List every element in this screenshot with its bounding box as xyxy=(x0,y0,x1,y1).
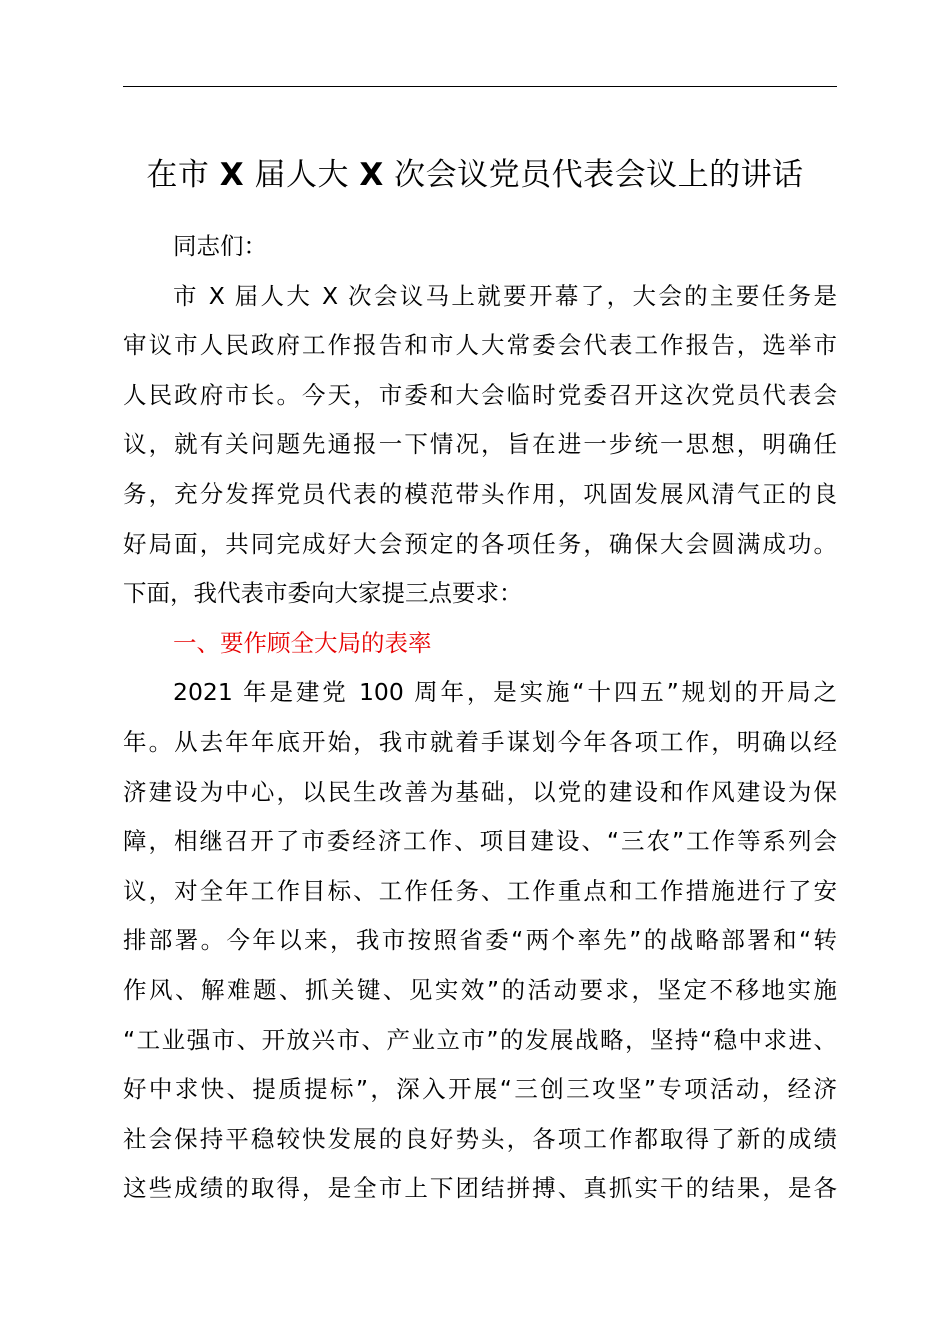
header-rule xyxy=(123,86,837,87)
paragraph-line: “工业强市、开放兴市、产业立市”的发展战略，坚持“稳中求进、 xyxy=(123,1025,837,1054)
title-part: X xyxy=(359,157,384,193)
title-part: X xyxy=(219,157,245,193)
paragraph-line: 2021 年是建党 100 周年，是实施“十四五”规划的开局之 xyxy=(173,678,837,707)
document-title xyxy=(100,148,850,202)
paragraph-line: 好中求快、提质提标”，深入开展“三创三攻坚”专项活动，经济 xyxy=(123,1075,837,1104)
paragraph-line: 人民政府市长。今天，市委和大会临时党委召开这次党员代表会 xyxy=(123,380,837,409)
paragraph-line: 社会保持平稳较快发展的良好势头，各项工作都取得了新的成绩 xyxy=(123,1124,837,1153)
paragraph-line: 审议市人民政府工作报告和市人大常委会代表工作报告，选举市 xyxy=(123,331,837,360)
title-part: 次会议党员代表会议上的讲话 xyxy=(383,157,804,193)
paragraph-line: 这些成绩的取得，是全市上下团结拼搏、真抓实干的结果，是各 xyxy=(123,1174,837,1203)
document-body xyxy=(123,222,837,1214)
paragraph-line: 好局面，共同完成好大会预定的各项任务，确保大会圆满成功。 xyxy=(123,529,837,558)
paragraph-line: 下面，我代表市委向大家提三点要求： xyxy=(123,579,523,608)
title-part: 届人大 xyxy=(244,157,360,193)
section-heading: 一、要作顾全大局的表率 xyxy=(173,628,432,657)
paragraph-line: 议，就有关问题先通报一下情况，旨在进一步统一思想，明确任 xyxy=(123,430,837,459)
paragraph-line: 济建设为中心，以民生改善为基础，以党的建设和作风建设为保 xyxy=(123,777,837,806)
paragraph-line: 议，对全年工作目标、工作任务、工作重点和工作措施进行了安 xyxy=(123,876,837,905)
paragraph-line: 年。从去年年底开始，我市就着手谋划今年各项工作，明确以经 xyxy=(123,727,837,756)
paragraph-line: 障，相继召开了市委经济工作、项目建设、“三农”工作等系列会 xyxy=(123,827,837,856)
salutation: 同志们： xyxy=(173,232,267,260)
paragraph-line: 务，充分发挥党员代表的模范带头作用，巩固发展风清气正的良 xyxy=(123,479,837,508)
paragraph-line: 排部署。今年以来，我市按照省委“两个率先”的战略部署和“转 xyxy=(123,926,837,955)
paragraph-line: 作风、解难题、抓关键、见实效”的活动要求，坚定不移地实施 xyxy=(123,975,837,1004)
paragraph-line: 市 X 届人大 X 次会议马上就要开幕了，大会的主要任务是 xyxy=(173,281,837,310)
title-part: 在市 xyxy=(146,157,220,193)
